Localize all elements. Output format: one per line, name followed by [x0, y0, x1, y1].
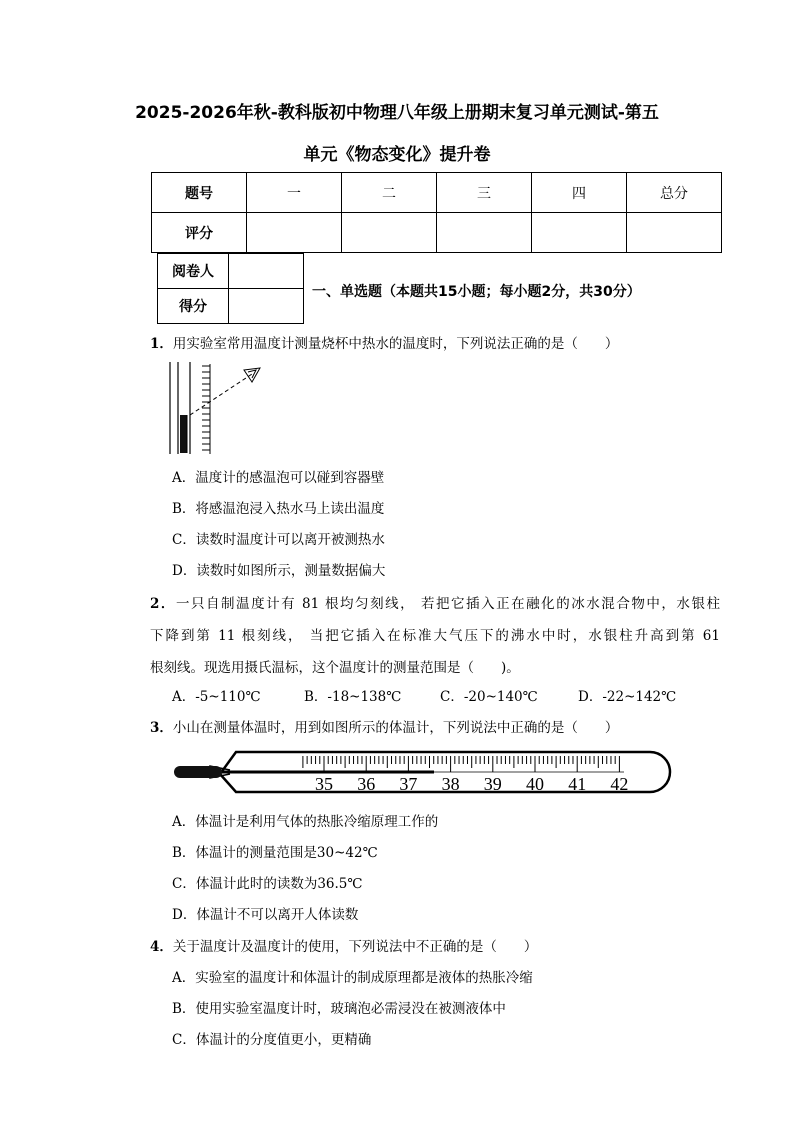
scale-label: 39: [483, 774, 502, 794]
q4-option-a[interactable]: A．实验室的温度计和体温计的制成原理都是液体的热胀冷缩: [172, 970, 533, 986]
paper-title-line-1: 2025-2026年秋-教科版初中物理八年级上册期末复习单元测试-第五: [135, 103, 659, 123]
scale-label: 36: [357, 774, 376, 794]
scale-label: 37: [399, 774, 418, 794]
reader-cell[interactable]: [229, 254, 304, 289]
score-table-row: [152, 213, 722, 253]
q2-option-b[interactable]: B．-18~138℃: [304, 689, 402, 705]
question-number: 2．: [150, 596, 176, 612]
score-header-cell: 题号: [152, 173, 247, 213]
q4-option-c[interactable]: C．体温计的分度值更小，更精确: [172, 1032, 372, 1048]
score-header-cell: 二: [342, 173, 437, 213]
q2-option-a[interactable]: A．-5~110℃: [172, 689, 261, 705]
question-number: 1．: [150, 336, 173, 352]
scale-label: 42: [610, 774, 629, 794]
score-row-label: 评分: [152, 213, 247, 253]
q1-option-a[interactable]: A．温度计的感温泡可以碰到容器壁: [172, 470, 385, 486]
question-3: [150, 716, 618, 736]
score-header-cell: 四: [532, 173, 627, 213]
clinical-thermometer-figure: [168, 746, 672, 800]
scale-label: 38: [441, 774, 460, 794]
q3-option-a[interactable]: A．体温计是利用气体的热胀冷缩原理工作的: [172, 814, 439, 830]
score-cell[interactable]: [627, 213, 722, 253]
question-stem: 一只自制温度计有 81 根均匀刻线， 若把它插入正在融化的冰水混合物中，水银柱: [175, 596, 720, 612]
scale-label: 40: [526, 774, 544, 794]
score-header-cell: 一: [247, 173, 342, 213]
q1-option-d[interactable]: D．读数时如图所示，测量数据偏大: [172, 563, 386, 579]
q1-option-b[interactable]: B．将感温泡浸入热水马上读出温度: [172, 501, 385, 517]
score-cell[interactable]: [532, 213, 627, 253]
question-2-line-1: [150, 592, 720, 612]
question-stem: 关于温度计及温度计的使用，下列说法中不正确的是（ ）: [172, 939, 538, 955]
section-heading: 一、单选题（本题共15小题；每小题2分，共30分）: [312, 284, 641, 300]
score-cell[interactable]: [342, 213, 437, 253]
q2-option-d[interactable]: D．-22~142℃: [578, 689, 677, 705]
score-table: [151, 172, 722, 253]
question-2-line-2: 下降到第 11 根刻线， 当把它插入在标准大气压下的沸水中时，水银柱升高到第 61: [150, 628, 720, 644]
score-table-header-row: [152, 173, 722, 213]
question-number: 4．: [150, 939, 173, 955]
question-number: 3．: [150, 720, 173, 736]
reader-label: 阅卷人: [158, 254, 229, 289]
question-stem: 小山在测量体温时，用到如图所示的体温计，下列说法中正确的是（ ）: [172, 720, 619, 736]
q3-option-c[interactable]: C．体温计此时的读数为36.5℃: [172, 876, 363, 892]
scale-label: 35: [315, 774, 333, 794]
q1-option-c[interactable]: C．读数时温度计可以离开被测热水: [172, 532, 385, 548]
reader-score-label: 得分: [158, 289, 229, 324]
reader-table: [157, 253, 304, 324]
q2-option-c[interactable]: C．-20~140℃: [440, 689, 538, 705]
score-header-cell: 三: [437, 173, 532, 213]
lab-thermometer-figure: [160, 360, 270, 456]
score-cell[interactable]: [437, 213, 532, 253]
question-2-line-3: 根刻线。现选用摄氏温标，这个温度计的测量范围是（ )。: [150, 660, 520, 676]
score-header-cell: 总分: [627, 173, 722, 213]
q4-option-b[interactable]: B．使用实验室温度计时，玻璃泡必需浸没在被测液体中: [172, 1001, 506, 1017]
question-stem: 用实验室常用温度计测量烧杯中热水的温度时，下列说法正确的是（ ）: [172, 336, 619, 352]
scale-label: 41: [568, 774, 587, 794]
score-cell[interactable]: [247, 213, 342, 253]
q3-option-b[interactable]: B．体温计的测量范围是30~42℃: [172, 845, 378, 861]
question-1: [150, 332, 618, 352]
paper-title-line-2: 单元《物态变化》提升卷: [303, 145, 491, 165]
q3-option-d[interactable]: D．体温计不可以离开人体读数: [172, 907, 359, 923]
question-4: [150, 935, 537, 955]
reader-score-cell[interactable]: [229, 289, 304, 324]
